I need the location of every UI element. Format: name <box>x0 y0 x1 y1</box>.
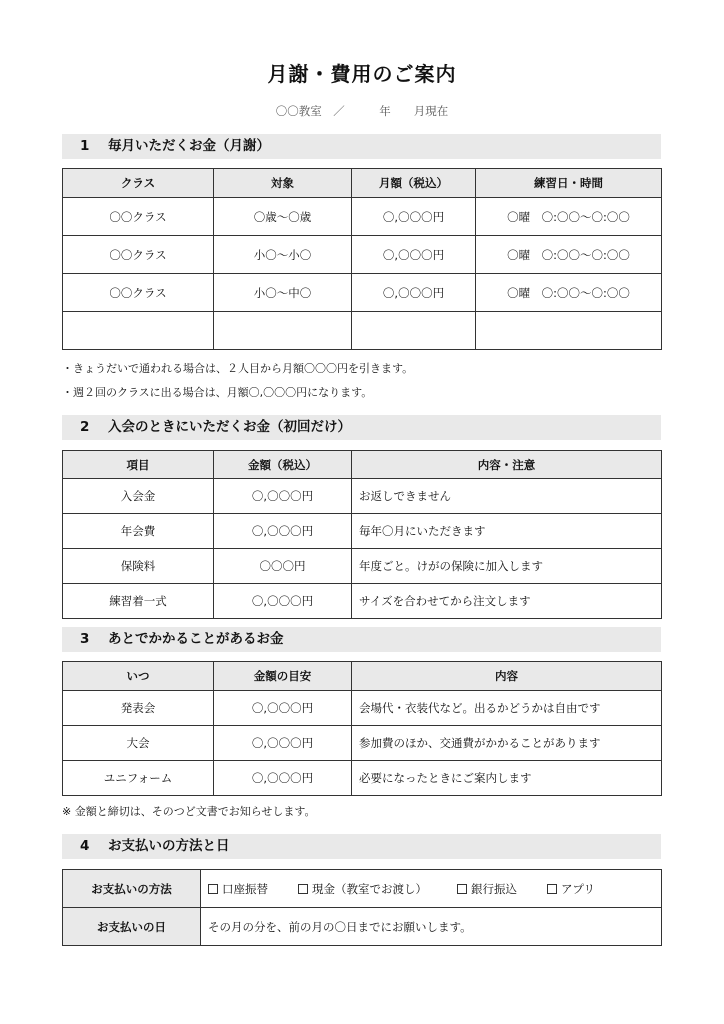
note-twice-weekly: ・週２回のクラスに出る場合は、月額〇,〇〇〇円になります。 <box>62 386 373 399</box>
amount-cell: 〇,〇〇〇円 <box>214 761 352 796</box>
when-cell: 発表会 <box>63 691 214 726</box>
column-header: 内容 <box>352 662 662 691</box>
section-number: 4 <box>80 838 90 854</box>
table-row <box>63 761 662 796</box>
page-subtitle: 〇〇教室 ／ 年 月現在 <box>275 104 449 118</box>
payment-date-row <box>63 908 662 946</box>
option-bank-deposit[interactable] <box>457 881 517 897</box>
later-fee-table <box>62 661 662 796</box>
checkbox-icon[interactable] <box>547 884 557 894</box>
item-cell: 入会金 <box>63 479 214 514</box>
table-header-row <box>63 662 662 691</box>
class-cell: 〇〇クラス <box>63 236 214 274</box>
amount-cell: 〇,〇〇〇円 <box>352 198 476 236</box>
detail-cell: サイズを合わせてから注文します <box>352 584 662 619</box>
schedule-cell: 〇曜 〇:〇〇〜〇:〇〇 <box>476 274 662 312</box>
column-header: 金額（税込） <box>214 451 352 479</box>
detail-cell: 年度ごと。けがの保険に加入します <box>352 549 662 584</box>
payment-method-options <box>201 870 662 908</box>
table-row-empty <box>63 312 662 350</box>
checkbox-icon[interactable] <box>208 884 218 894</box>
entry-fee-table <box>62 450 662 619</box>
table-row <box>63 479 662 514</box>
table-row <box>63 691 662 726</box>
section-heading-payment <box>62 834 661 859</box>
class-cell: 〇〇クラス <box>63 198 214 236</box>
table-row <box>63 549 662 584</box>
class-cell: 〇〇クラス <box>63 274 214 312</box>
section-heading-later <box>62 627 661 652</box>
detail-cell: 必要になったときにご案内します <box>352 761 662 796</box>
section-number: 2 <box>80 419 90 435</box>
amount-cell: 〇,〇〇〇円 <box>214 479 352 514</box>
schedule-cell: 〇曜 〇:〇〇〜〇:〇〇 <box>476 198 662 236</box>
section-title: 毎月いただくお金（月謝） <box>108 138 270 154</box>
section-heading-entry <box>62 415 661 440</box>
target-cell: 〇歳〜〇歳 <box>214 198 352 236</box>
payment-table <box>62 869 662 946</box>
column-header: いつ <box>63 662 214 691</box>
monthly-fee-table <box>62 168 662 350</box>
amount-cell: 〇,〇〇〇円 <box>214 584 352 619</box>
option-label: 口座振替 <box>222 881 268 896</box>
column-header: 内容・注意 <box>352 451 662 479</box>
detail-cell: お返しできません <box>352 479 662 514</box>
column-header: 金額の目安 <box>214 662 352 691</box>
target-cell <box>214 312 352 350</box>
target-cell: 小〇〜小〇 <box>214 236 352 274</box>
option-app[interactable] <box>547 881 595 897</box>
table-row <box>63 198 662 236</box>
option-label: アプリ <box>561 881 596 896</box>
note-deadline: ※ 金額と締切は、そのつど文書でお知らせします。 <box>62 805 316 818</box>
amount-cell: 〇,〇〇〇円 <box>214 514 352 549</box>
column-header: 練習日・時間 <box>476 169 662 198</box>
item-cell: 保険料 <box>63 549 214 584</box>
section-title: 入会のときにいただくお金（初回だけ） <box>108 419 351 435</box>
payment-method-label: お支払いの方法 <box>63 870 201 908</box>
amount-cell: 〇,〇〇〇円 <box>352 236 476 274</box>
column-header: 対象 <box>214 169 352 198</box>
payment-date-text: その月の分を、前の月の〇日までにお願いします。 <box>201 908 662 946</box>
option-label: 現金（教室でお渡し） <box>312 881 427 896</box>
table-header-row <box>63 451 662 479</box>
table-row <box>63 514 662 549</box>
column-header: 項目 <box>63 451 214 479</box>
section-number: 1 <box>80 138 90 154</box>
amount-cell: 〇,〇〇〇円 <box>214 726 352 761</box>
note-sibling-discount: ・きょうだいで通われる場合は、２人目から月額〇〇〇円を引きます。 <box>62 362 414 375</box>
checkbox-icon[interactable] <box>298 884 308 894</box>
amount-cell: 〇〇〇円 <box>214 549 352 584</box>
item-cell: 練習着一式 <box>63 584 214 619</box>
amount-cell: 〇,〇〇〇円 <box>352 274 476 312</box>
column-header: 月額（税込） <box>352 169 476 198</box>
section-title: あとでかかることがあるお金 <box>108 631 284 647</box>
table-row <box>63 274 662 312</box>
detail-cell: 会場代・衣装代など。出るかどうかは自由です <box>352 691 662 726</box>
payment-method-row <box>63 870 662 908</box>
section-heading-monthly <box>62 134 661 159</box>
table-header-row <box>63 169 662 198</box>
when-cell: ユニフォーム <box>63 761 214 796</box>
column-header: クラス <box>63 169 214 198</box>
option-label: 銀行振込 <box>471 881 517 896</box>
target-cell: 小〇〜中〇 <box>214 274 352 312</box>
option-cash[interactable] <box>298 881 427 897</box>
table-row <box>63 584 662 619</box>
payment-date-label: お支払いの日 <box>63 908 201 946</box>
schedule-cell <box>476 312 662 350</box>
detail-cell: 参加費のほか、交通費がかかることがあります <box>352 726 662 761</box>
table-row <box>63 726 662 761</box>
detail-cell: 毎年〇月にいただきます <box>352 514 662 549</box>
option-bank-transfer[interactable] <box>208 881 268 897</box>
item-cell: 年会費 <box>63 514 214 549</box>
checkbox-icon[interactable] <box>457 884 467 894</box>
amount-cell <box>352 312 476 350</box>
schedule-cell: 〇曜 〇:〇〇〜〇:〇〇 <box>476 236 662 274</box>
amount-cell: 〇,〇〇〇円 <box>214 691 352 726</box>
page-title: 月謝・費用のご案内 <box>267 62 457 86</box>
when-cell: 大会 <box>63 726 214 761</box>
section-number: 3 <box>80 631 90 647</box>
section-title: お支払いの方法と日 <box>108 838 230 854</box>
table-row <box>63 236 662 274</box>
class-cell <box>63 312 214 350</box>
